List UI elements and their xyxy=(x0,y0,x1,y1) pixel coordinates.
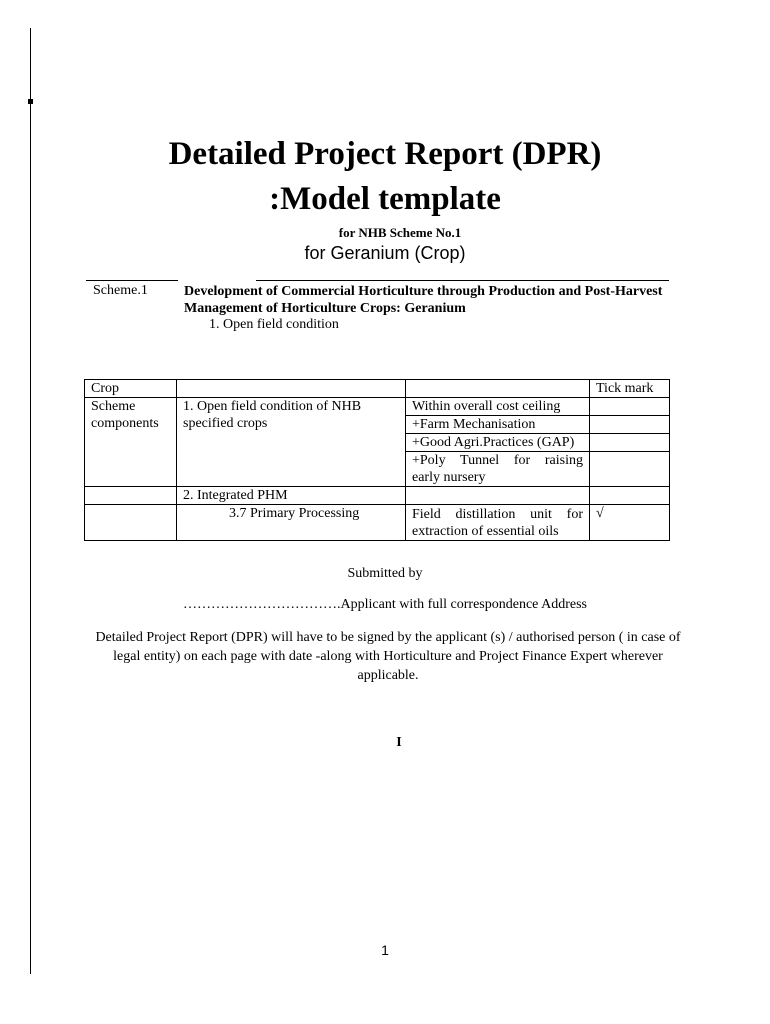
tick-cell xyxy=(590,434,670,452)
empty-cell xyxy=(406,487,590,505)
scheme-components-table xyxy=(84,379,670,541)
scheme-item: 1. Open field condition xyxy=(209,317,339,332)
rule-left xyxy=(86,280,178,281)
header-tick-mark: Tick mark xyxy=(590,380,670,398)
table-row xyxy=(85,398,670,416)
rule-right xyxy=(256,280,669,281)
option-gap: +Good Agri.Practices (GAP) xyxy=(406,434,590,452)
table-row xyxy=(85,487,670,505)
option-farm-mechanisation: +Farm Mechanisation xyxy=(406,416,590,434)
component-item-2-sub: 3.7 Primary Processing xyxy=(177,505,406,541)
tick-cell xyxy=(590,452,670,487)
option-poly-tunnel-line2: early nursery xyxy=(412,470,486,485)
empty-cell xyxy=(406,380,590,398)
option-cost-ceiling: Within overall cost ceiling xyxy=(406,398,590,416)
empty-cell xyxy=(177,380,406,398)
option-distillation-line2: extraction of essential oils xyxy=(412,524,559,539)
component-item-2: 2. Integrated PHM xyxy=(177,487,406,505)
margin-marker xyxy=(28,99,33,104)
scheme-subtitle: for NHB Scheme No.1 xyxy=(338,225,462,240)
option-distillation-line1: Field distillation unit for xyxy=(412,507,583,522)
scheme-title: Development of Commercial Horticulture through Production and Post-Harvest Management of Horticulture Crops: Geranium xyxy=(184,284,663,316)
document-title-line1: Detailed Project Report (DPR) xyxy=(168,136,602,172)
roman-page-number: I xyxy=(396,735,402,750)
tick-mark: √ xyxy=(590,505,670,541)
tick-cell xyxy=(590,398,670,416)
scheme-components-label: Scheme components xyxy=(85,398,177,487)
scheme-number: Scheme.1 xyxy=(93,283,148,298)
crop-subtitle: for Geranium (Crop) xyxy=(304,243,466,263)
table-row xyxy=(85,505,670,541)
applicant-line: …………………………….Applicant with full correspondence Address xyxy=(183,597,587,612)
signing-note: Detailed Project Report (DPR) will have to be signed by the applicant (s) / authorised person ( in case of legal entity) on each page with date -along with Horticulture and Project Finance Expert wherever applicable. xyxy=(95,630,681,683)
option-poly-tunnel-line1: +Poly Tunnel for raising xyxy=(412,453,583,468)
option-poly-tunnel xyxy=(406,452,590,487)
page-number: 1 xyxy=(381,942,389,958)
tick-cell xyxy=(590,416,670,434)
tick-cell xyxy=(590,487,670,505)
submitted-by: Submitted by xyxy=(347,566,423,581)
document-title-line2: :Model template xyxy=(269,181,501,217)
component-item-1: 1. Open field condition of NHB specified crops xyxy=(177,398,406,487)
empty-cell xyxy=(85,487,177,505)
empty-cell xyxy=(85,505,177,541)
table-row xyxy=(85,380,670,398)
option-distillation xyxy=(406,505,590,541)
header-crop: Crop xyxy=(85,380,177,398)
